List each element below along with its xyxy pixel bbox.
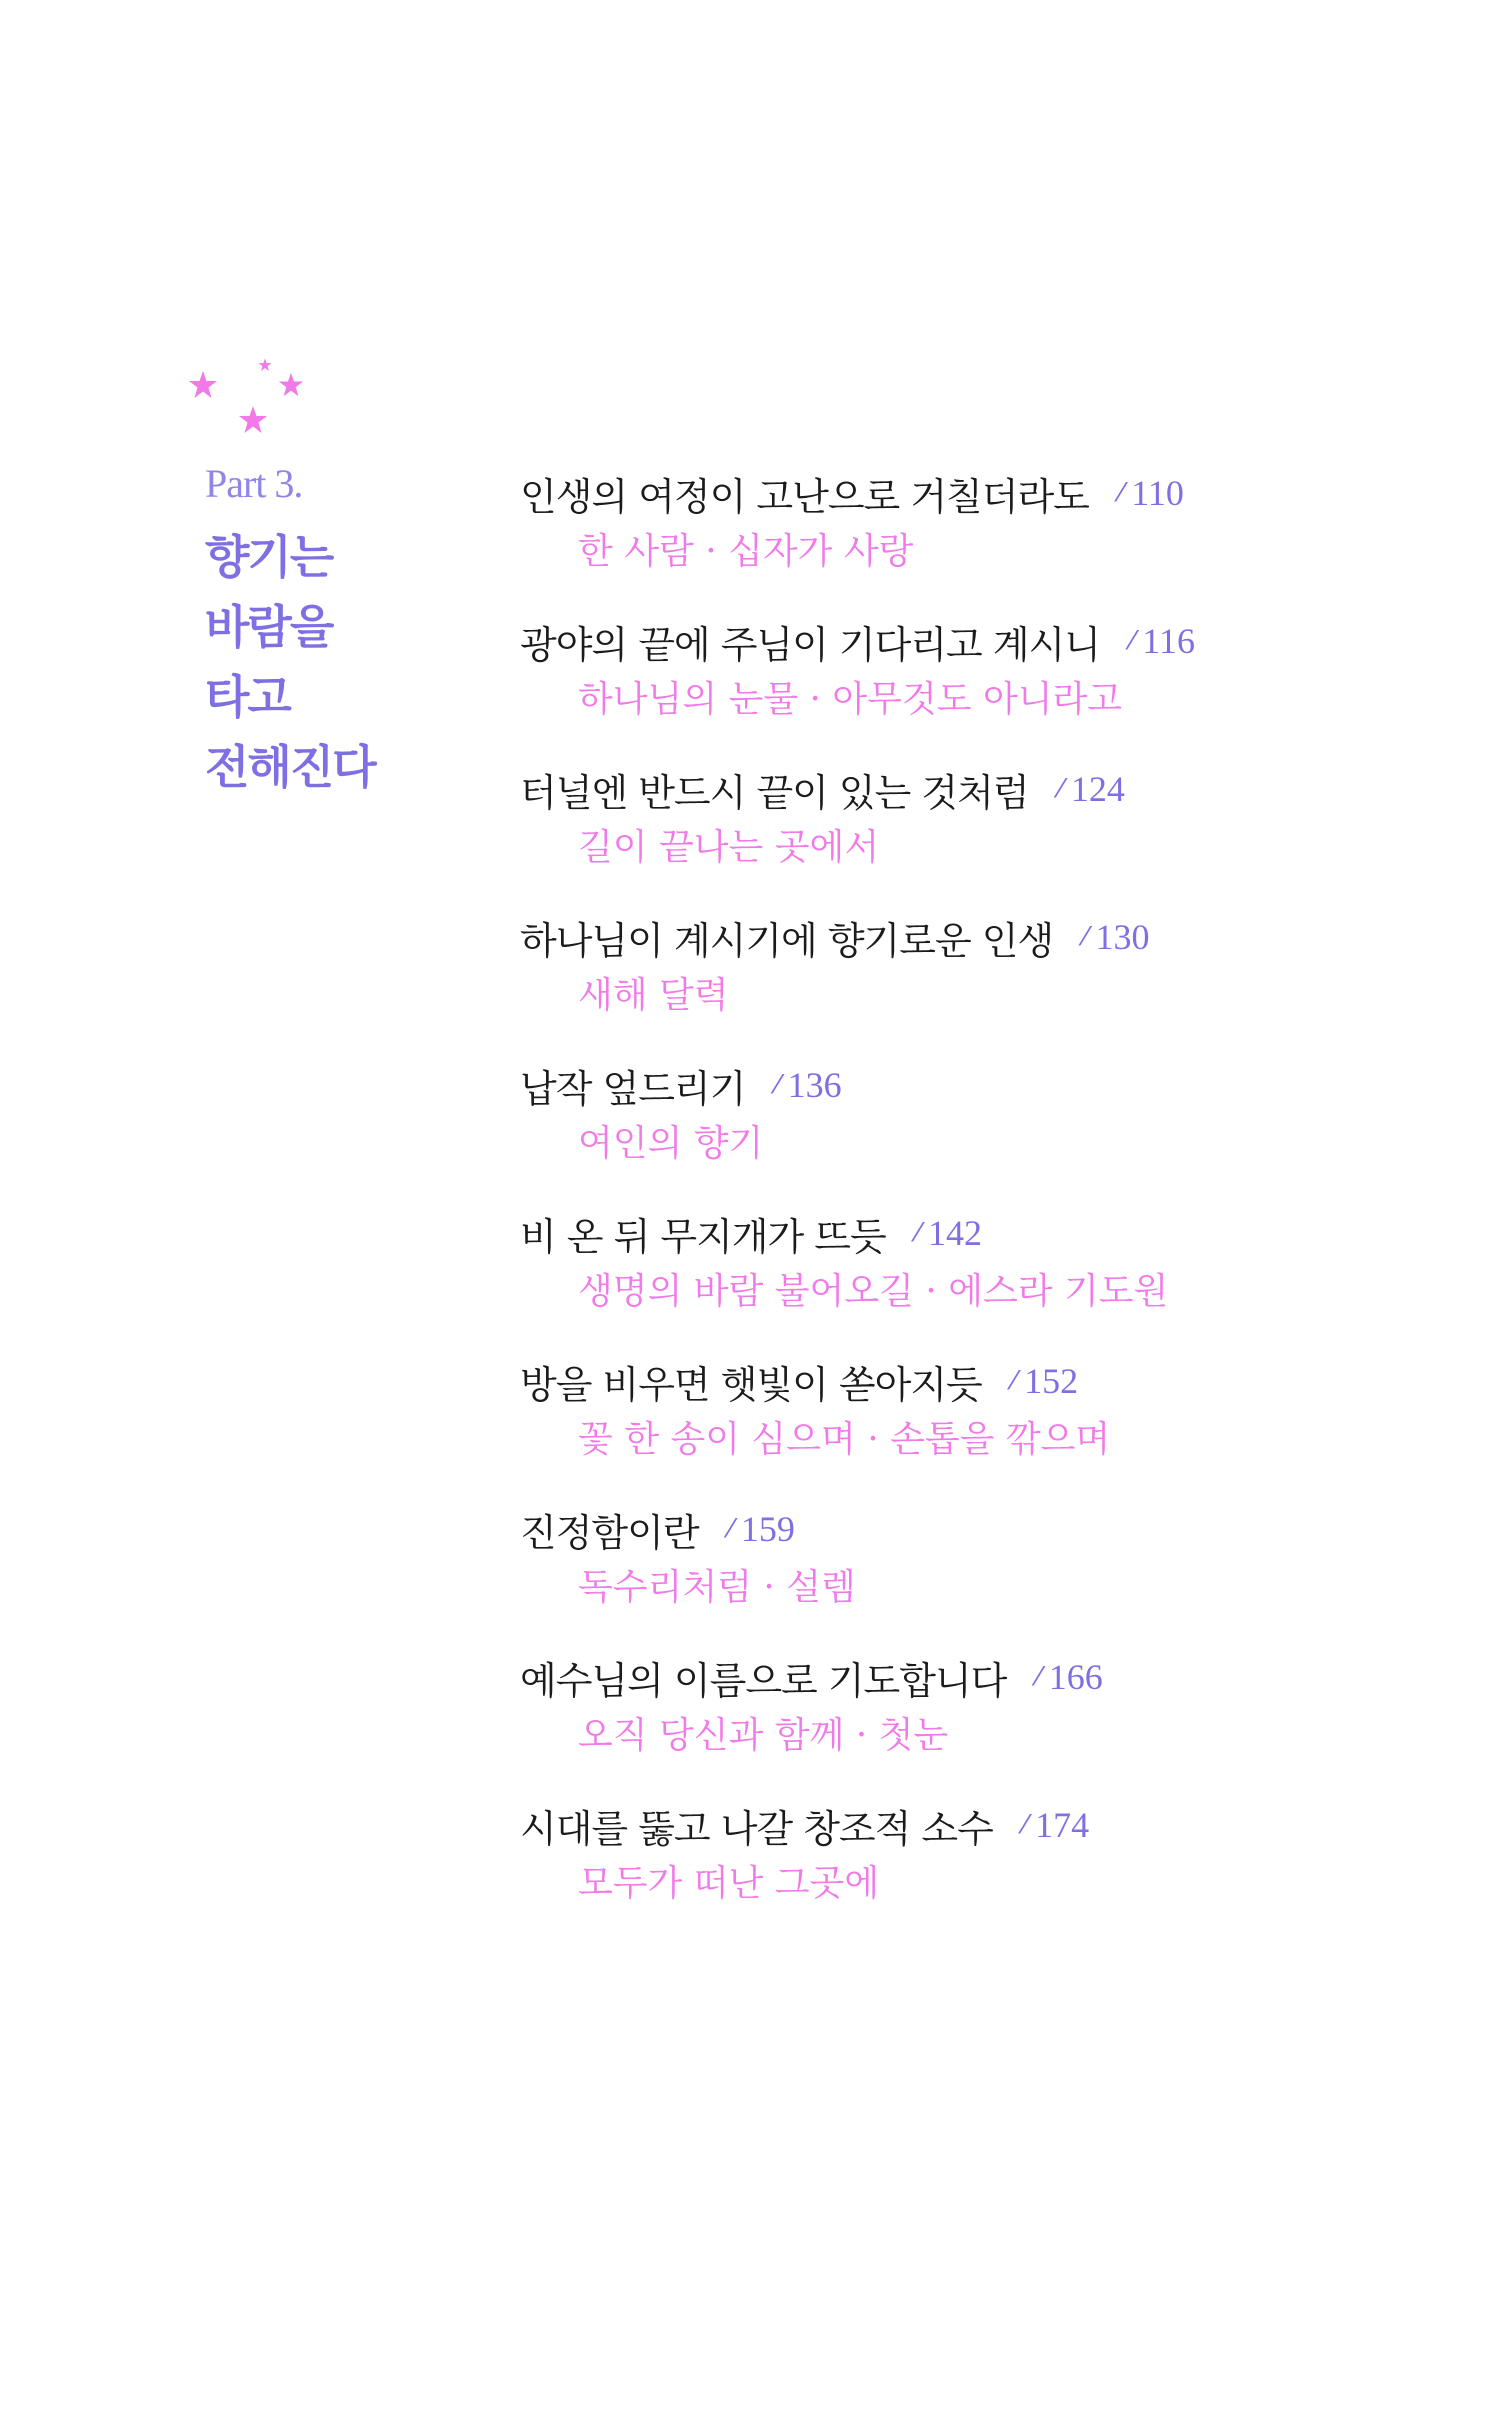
toc-entry-title: 터널엔 반드시 끝이 있는 것처럼: [520, 770, 1029, 815]
toc-entry-title: 인생의 여정이 고난으로 거칠더라도: [520, 474, 1089, 519]
toc-entry-subtitle: 여인의 향기: [578, 1123, 764, 1164]
toc-entry-title: 광야의 끝에 주님이 기다리고 계시니: [520, 622, 1100, 667]
toc-entry-subtitle: 오직 당신과 함께 · 첫눈: [578, 1715, 949, 1756]
toc-entry-page: 174: [1035, 1805, 1090, 1845]
toc-entry-title-row: [520, 608, 1420, 674]
table-of-contents: [520, 460, 1420, 1940]
toc-entry-title-row: [520, 1644, 1420, 1710]
toc-entry-page: 124: [1070, 769, 1125, 809]
toc-entry-page: 159: [740, 1509, 795, 1549]
stars-icon: [180, 350, 330, 450]
toc-entry-title: 시대를 뚫고 나갈 창조적 소수: [520, 1806, 993, 1851]
toc-entry-title: 납작 엎드리기: [520, 1066, 746, 1111]
toc-entry-page: 110: [1131, 473, 1184, 513]
part-label: Part 3.: [205, 461, 303, 506]
toc-entry: [520, 1644, 1420, 1792]
page-pointer-icon: ⁄: [1058, 774, 1063, 804]
page-pointer-icon: ⁄: [1083, 922, 1088, 952]
toc-entry-title: 방을 비우면 햇빛이 쏟아지듯: [520, 1362, 982, 1407]
toc-entry-page: 152: [1024, 1361, 1079, 1401]
toc-entry-title-row: [520, 1792, 1420, 1858]
star-icon: [188, 370, 218, 400]
star-icon: [278, 372, 304, 398]
toc-entry-subtitle: 모두가 떠난 그곳에: [578, 1863, 880, 1904]
page-pointer-icon: ⁄: [1022, 1810, 1028, 1840]
toc-entry-subtitle: 하나님의 눈물 · 아무것도 아니라고: [578, 679, 1123, 720]
star-icon: [258, 358, 272, 372]
part-title-line: 전해진다: [205, 740, 375, 794]
toc-entry-subtitle: 길이 끝나는 곳에서: [578, 827, 880, 868]
part-heading: [205, 460, 455, 802]
toc-entry: [520, 1496, 1420, 1644]
toc-entry: [520, 756, 1420, 904]
part-title-line: 바람을: [205, 600, 333, 654]
page-pointer-icon: ⁄: [915, 1218, 921, 1248]
toc-entry-title-row: [520, 756, 1420, 822]
toc-entry-subtitle: 꽃 한 송이 심으며 · 손톱을 깎으며: [578, 1419, 1111, 1460]
toc-entry: [520, 1052, 1420, 1200]
toc-entry-title-row: [520, 460, 1420, 526]
part-title-line: 향기는: [205, 530, 333, 584]
page-pointer-icon: ⁄: [728, 1514, 733, 1544]
toc-entry: [520, 608, 1420, 756]
toc-entry-title-row: [520, 1200, 1420, 1266]
page-pointer-icon: ⁄: [1036, 1662, 1041, 1692]
toc-entry-page: 116: [1142, 621, 1195, 661]
toc-entry-title-row: [520, 1348, 1420, 1414]
star-icon: [238, 405, 268, 435]
toc-entry-page: 166: [1048, 1657, 1103, 1697]
toc-entry-subtitle: 새해 달력: [578, 975, 729, 1016]
toc-entry-title: 하나님이 계시기에 향기로운 인생: [520, 918, 1054, 963]
toc-entry-page: 136: [787, 1065, 842, 1105]
toc-entry-page: 130: [1095, 917, 1150, 957]
toc-entry-title-row: [520, 904, 1420, 970]
toc-entry: [520, 460, 1420, 608]
toc-entry-subtitle: 한 사람 · 십자가 사랑: [578, 531, 914, 572]
toc-entry-subtitle: 생명의 바람 불어오길 · 에스라 기도원: [578, 1271, 1169, 1312]
toc-entry: [520, 1792, 1420, 1940]
toc-entry-subtitle: 독수리처럼 · 설렘: [578, 1567, 856, 1608]
toc-entry-title-row: [520, 1052, 1420, 1118]
page-pointer-icon: ⁄: [1011, 1366, 1017, 1396]
part-title-line: 타고: [205, 670, 290, 724]
page-pointer-icon: ⁄: [1118, 478, 1124, 508]
toc-entry-page: 142: [928, 1213, 983, 1253]
toc-entry: [520, 904, 1420, 1052]
toc-entry-title: 비 온 뒤 무지개가 뜨듯: [520, 1214, 886, 1259]
toc-entry-title: 진정함이란: [520, 1510, 699, 1555]
page-pointer-icon: ⁄: [775, 1070, 780, 1100]
toc-entry-title: 예수님의 이름으로 기도합니다: [520, 1658, 1007, 1703]
toc-entry: [520, 1348, 1420, 1496]
toc-entry: [520, 1200, 1420, 1348]
page-pointer-icon: ⁄: [1129, 626, 1135, 656]
toc-entry-title-row: [520, 1496, 1420, 1562]
